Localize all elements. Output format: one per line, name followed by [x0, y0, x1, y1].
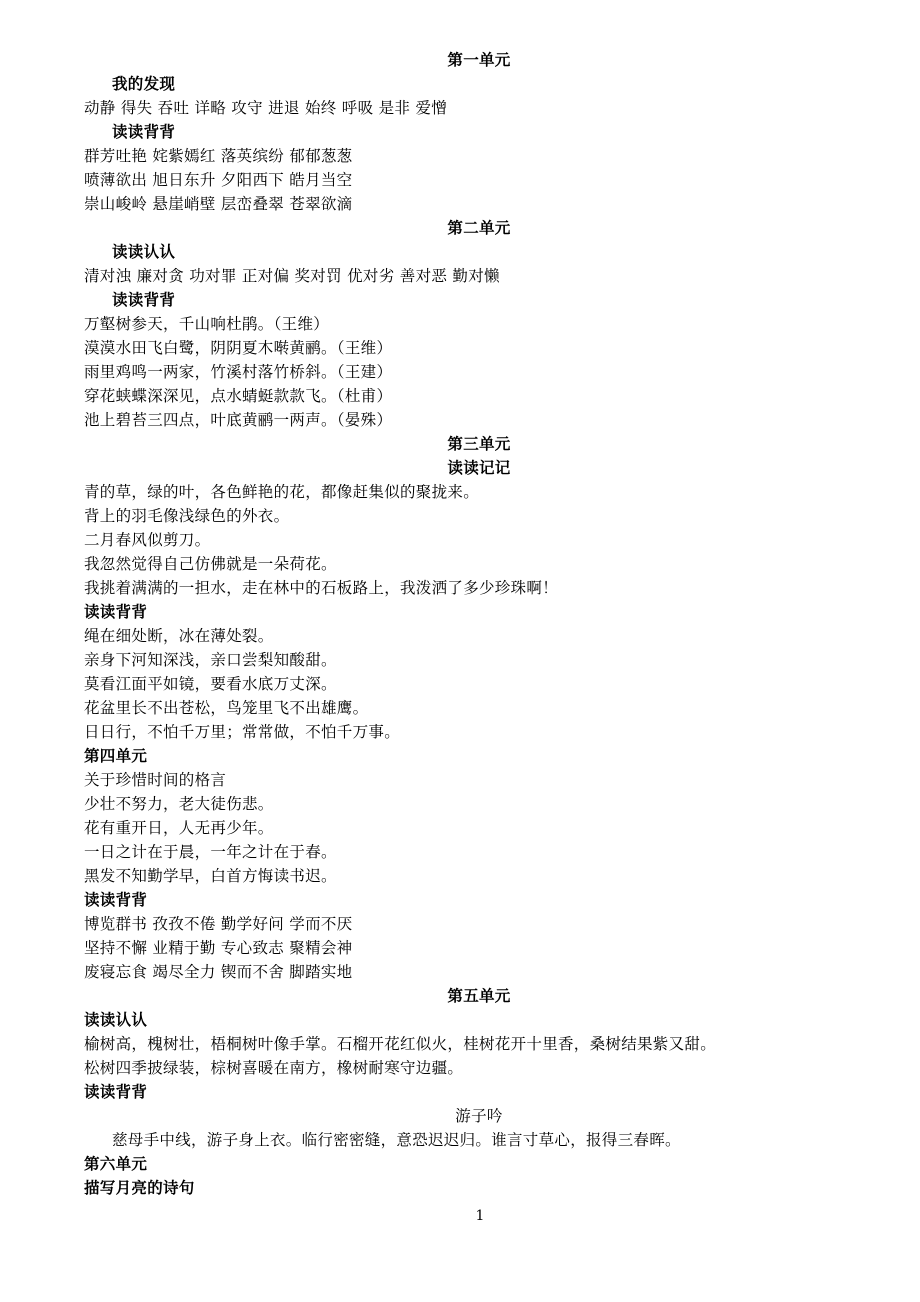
text-line: 慈母手中线，游子身上衣。临行密密缝，意恐迟迟归。谁言寸草心，报得三春晖。: [112, 1131, 681, 1149]
page-number: 1: [475, 1208, 485, 1224]
text-line: 坚持不懈 业精于勤 专心致志 聚精会神: [84, 939, 353, 957]
text-line: 花盆里长不出苍松，鸟笼里飞不出雄鹰。: [84, 699, 369, 717]
section-heading: 描写月亮的诗句: [84, 1179, 195, 1197]
text-line: 二月春风似剪刀。: [84, 531, 211, 549]
text-line: 雨里鸡鸣一两家，竹溪村落竹桥斜。（王建）: [84, 363, 393, 381]
section-heading: 读读背背: [84, 603, 148, 621]
text-line: 日日行，不怕千万里；常常做，不怕千万事。: [84, 723, 401, 741]
text-line: 背上的羽毛像浅绿色的外衣。: [84, 507, 290, 525]
text-line: 漠漠水田飞白鹭，阴阴夏木啭黄鹂。（王维）: [84, 339, 393, 357]
text-line: 崇山峻岭 悬崖峭壁 层峦叠翠 苍翠欲滴: [84, 195, 353, 213]
section-heading: 我的发现: [112, 75, 176, 93]
text-line: 博览群书 孜孜不倦 勤学好问 学而不厌: [84, 915, 353, 933]
text-line: 亲身下河知深浅，亲口尝梨知酸甜。: [84, 651, 337, 669]
text-line: 游子吟: [455, 1107, 503, 1125]
text-line: 花有重开日，人无再少年。: [84, 819, 274, 837]
text-line: 穿花蛱蝶深深见，点水蜻蜓款款飞。（杜甫）: [84, 387, 393, 405]
text-line: 松树四季披绿装，棕树喜暖在南方，橡树耐寒守边疆。: [84, 1059, 464, 1077]
text-line: 黑发不知勤学早，白首方悔读书迟。: [84, 867, 337, 885]
section-heading: 读读背背: [84, 891, 148, 909]
section-heading: 第四单元: [84, 747, 148, 765]
text-line: 青的草，绿的叶，各色鲜艳的花，都像赶集似的聚拢来。: [84, 483, 480, 501]
text-line: 万壑树参天，千山响杜鹃。（王维）: [84, 315, 330, 333]
text-line: 喷薄欲出 旭日东升 夕阳西下 皓月当空: [84, 171, 353, 189]
text-line: 废寝忘食 竭尽全力 锲而不舍 脚踏实地: [84, 963, 353, 981]
text-line: 清对浊 廉对贪 功对罪 正对偏 奖对罚 优对劣 善对恶 勤对懒: [84, 267, 500, 285]
section-heading: 读读背背: [112, 291, 176, 309]
text-line: 池上碧苔三四点，叶底黄鹂一两声。（晏殊）: [84, 411, 393, 429]
text-line: 榆树高，槐树壮，梧桐树叶像手掌。石榴开花红似火，桂树花开十里香，桑树结果紫又甜。: [84, 1035, 717, 1053]
section-heading: 读读背背: [112, 123, 176, 141]
section-heading: 读读背背: [84, 1083, 148, 1101]
section-heading: 第三单元: [447, 435, 511, 453]
text-line: 关于珍惜时间的格言: [84, 771, 227, 789]
text-line: 我忽然觉得自己仿佛就是一朵荷花。: [84, 555, 337, 573]
text-line: 群芳吐艳 姹紫嫣红 落英缤纷 郁郁葱葱: [84, 147, 353, 165]
text-line: 绳在细处断，冰在薄处裂。: [84, 627, 274, 645]
text-line: 莫看江面平如镜，要看水底万丈深。: [84, 675, 337, 693]
section-heading: 第一单元: [447, 51, 511, 69]
text-line: 动静 得失 吞吐 详略 攻守 进退 始终 呼吸 是非 爱憎: [84, 99, 448, 117]
text-line: 我挑着满满的一担水，走在林中的石板路上，我泼洒了多少珍珠啊！: [84, 579, 559, 597]
section-heading: 读读记记: [447, 459, 511, 477]
text-line: 少壮不努力，老大徒伤悲。: [84, 795, 274, 813]
section-heading: 第二单元: [447, 219, 511, 237]
section-heading: 读读认认: [112, 243, 176, 261]
section-heading: 第六单元: [84, 1155, 148, 1173]
section-heading: 读读认认: [84, 1011, 148, 1029]
section-heading: 第五单元: [447, 987, 511, 1005]
document-body: [84, 48, 844, 1200]
text-line: 一日之计在于晨，一年之计在于春。: [84, 843, 337, 861]
